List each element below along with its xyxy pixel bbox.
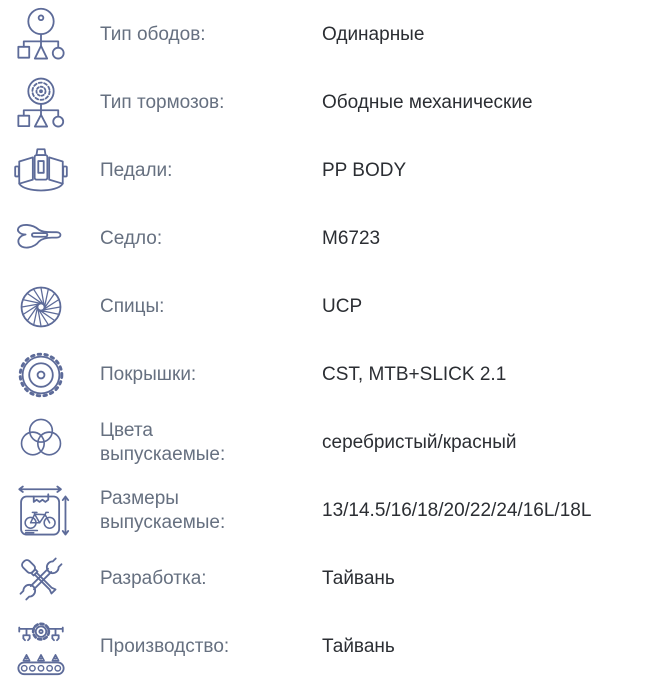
spec-value: 13/14.5/16/18/20/22/24/16L/18L bbox=[322, 500, 592, 522]
spec-label: Тип ободов: bbox=[100, 24, 206, 46]
spec-row bbox=[0, 409, 653, 477]
spec-label: Покрышки: bbox=[100, 364, 197, 386]
spec-row bbox=[0, 273, 653, 341]
tires-icon bbox=[7, 346, 75, 404]
spec-value: UCP bbox=[322, 296, 363, 318]
spec-value: Ободные механические bbox=[322, 92, 533, 114]
saddle-icon bbox=[7, 210, 75, 268]
spec-row bbox=[0, 205, 653, 273]
spec-row bbox=[0, 545, 653, 613]
spec-row bbox=[0, 1, 653, 69]
spec-label: Педали: bbox=[100, 160, 173, 182]
rim-type-icon bbox=[7, 6, 75, 64]
spec-value: Тайвань bbox=[322, 636, 395, 658]
spec-row bbox=[0, 69, 653, 137]
spec-row bbox=[0, 137, 653, 205]
spec-row bbox=[0, 477, 653, 545]
pedals-icon bbox=[7, 142, 75, 200]
sizes-icon bbox=[7, 482, 75, 540]
spec-row bbox=[0, 341, 653, 409]
spec-value: серебристый/красный bbox=[322, 432, 517, 454]
spec-label: Тип тормозов: bbox=[100, 92, 225, 114]
spec-value: Тайвань bbox=[322, 568, 395, 590]
spec-row bbox=[0, 613, 653, 681]
colors-icon bbox=[7, 414, 75, 472]
spec-label: Цвета выпускаемые: bbox=[100, 420, 226, 465]
spec-label: Разработка: bbox=[100, 568, 207, 590]
spec-value: CST, MTB+SLICK 2.1 bbox=[322, 364, 507, 386]
manufacturing-icon bbox=[7, 618, 75, 676]
spec-label: Седло: bbox=[100, 228, 163, 250]
spec-value: PP BODY bbox=[322, 160, 407, 182]
spokes-icon bbox=[7, 278, 75, 336]
development-icon bbox=[7, 550, 75, 608]
spec-value: M6723 bbox=[322, 228, 381, 250]
brake-type-icon bbox=[7, 74, 75, 132]
spec-value: Одинарные bbox=[322, 24, 425, 46]
spec-label: Размеры выпускаемые: bbox=[100, 488, 226, 533]
spec-label: Спицы: bbox=[100, 296, 165, 318]
spec-label: Производство: bbox=[100, 636, 230, 658]
